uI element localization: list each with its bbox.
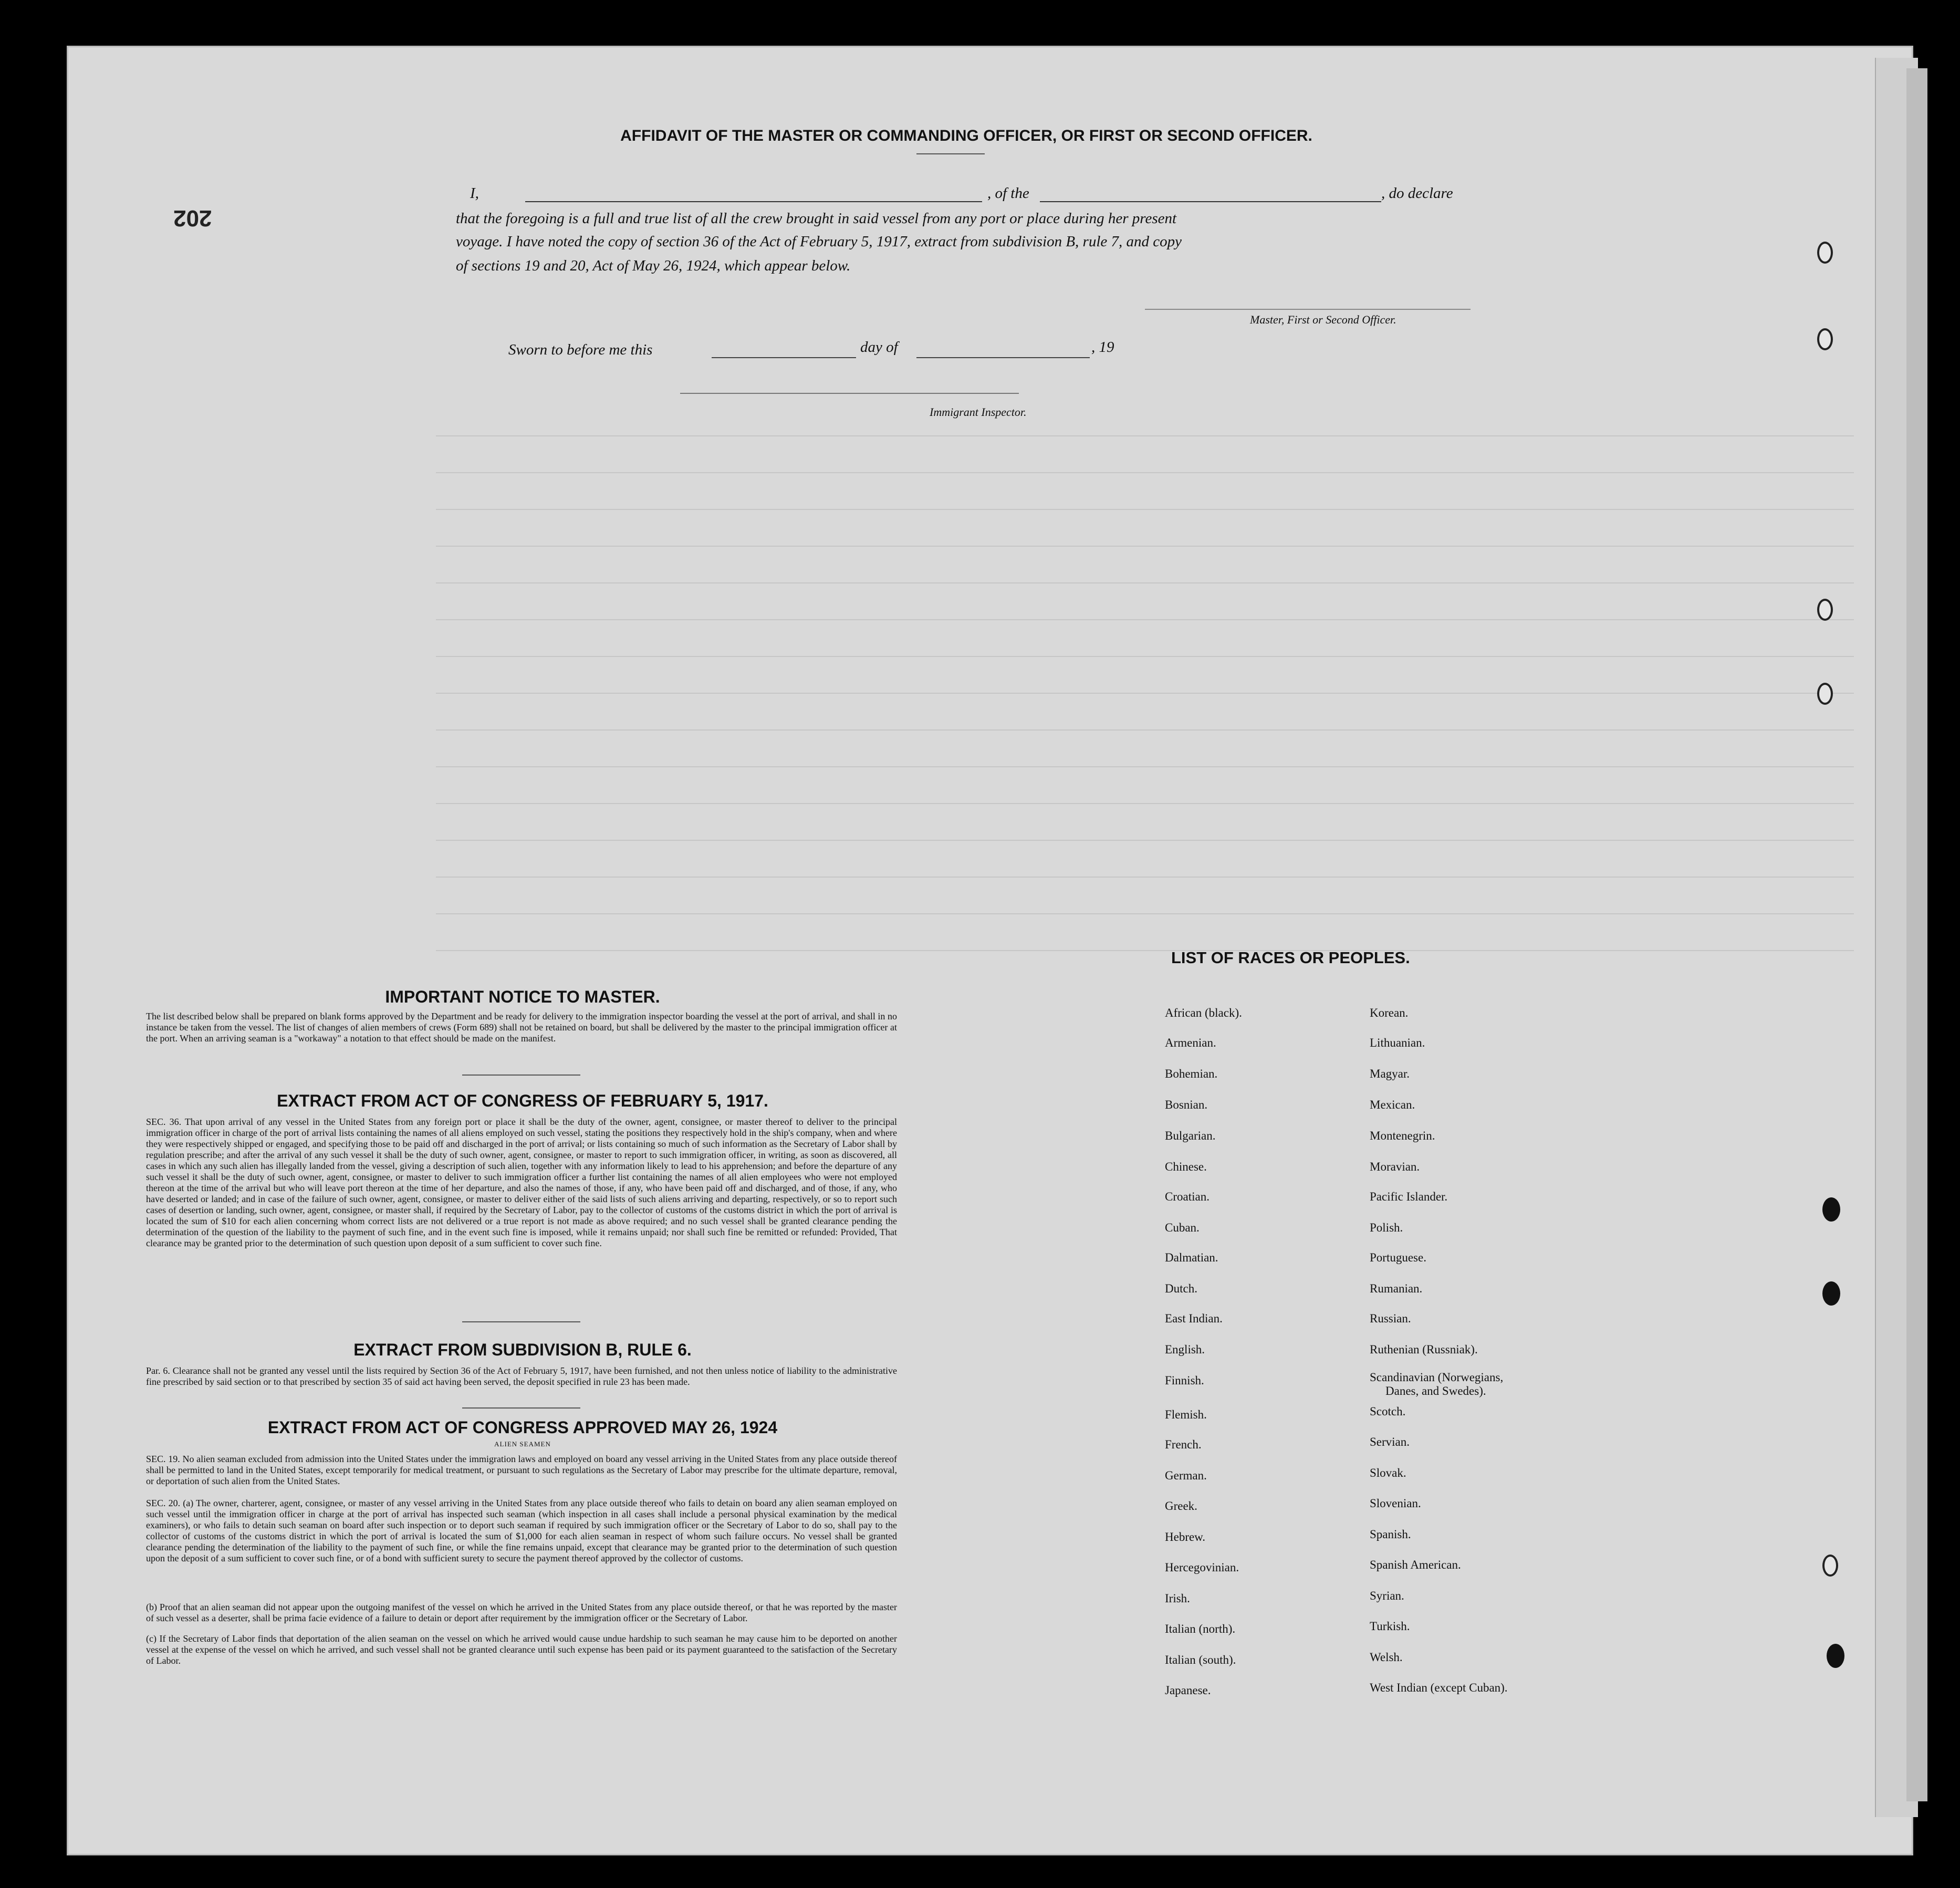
vessel-blank[interactable] [1040,201,1381,202]
name-blank[interactable] [525,201,982,202]
affidavit-title: AFFIDAVIT OF THE MASTER OR COMMANDING OFFICER, OR FIRST OR SECOND OFFICER. [620,127,1312,144]
race-item: Japanese. [1165,1684,1211,1697]
race-item: Hebrew. [1165,1530,1206,1543]
race-item: Scotch. [1370,1405,1406,1418]
race-item: Turkish. [1370,1620,1410,1633]
punch-hole-icon [1817,599,1833,621]
race-item: Ruthenian (Russniak). [1370,1343,1478,1356]
affidavit-line-2: that the foregoing is a full and true list of all the crew brought in said vessel from any port or place during her present [456,210,1177,227]
month-blank[interactable] [916,357,1090,358]
race-item: Italian (south). [1165,1653,1236,1666]
sworn-day-blank[interactable] [712,357,856,358]
inspector-caption: Immigrant Inspector. [930,405,1027,419]
race-item: Irish. [1165,1592,1190,1605]
race-item: Bohemian. [1165,1067,1218,1080]
race-item: East Indian. [1165,1312,1223,1325]
divider [462,1075,580,1076]
punch-hole-icon [1822,1281,1840,1306]
race-item: Bulgarian. [1165,1129,1216,1142]
race-item: Slovenian. [1370,1497,1421,1510]
race-item: Croatian. [1165,1190,1210,1203]
affidavit-declare: , do declare [1381,185,1453,202]
race-item: Mexican. [1370,1098,1415,1111]
race-item: Hercegovinian. [1165,1561,1239,1574]
notice-text: The list described below shall be prepared on blank forms approved by the Department and be ready for delivery to the immigration inspector boarding the vessel at the port of arrival, and shall in no instance be taken from the vessel. The list of changes of alien members of crews (Form 689) shall not be retained on board, but shall be delivered by the master to the principal immigration officer at the port. When an arriving seaman is a "workaway" a notation to that effect should be made on the manifest. [146,1011,897,1044]
inspector-line[interactable] [680,393,1019,394]
punch-hole-icon [1817,683,1833,705]
race-item: Rumanian. [1370,1282,1423,1295]
race-item: Lithuanian. [1370,1036,1425,1049]
race-item: Spanish American. [1370,1558,1461,1571]
race-item: German. [1165,1469,1207,1482]
races-title: LIST OF RACES OR PEOPLES. [1171,948,1410,967]
race-item: Dutch. [1165,1282,1197,1295]
race-item: Montenegrin. [1370,1129,1435,1142]
race-item: Slovak. [1370,1466,1406,1479]
race-item: Armenian. [1165,1036,1216,1049]
divider [462,1321,580,1322]
race-item: Bosnian. [1165,1098,1208,1111]
sec20a-text: SEC. 20. (a) The owner, charterer, agent, consignee, or master of any vessel arriving in the United States from any place outside thereof who fails to detain on board any alien seaman employed on such vessel until the immigration officer in charge at the port of arrival has inspected such seaman (which inspection in all cases shall include a personal physical examination by the medical examiners), or who fails to detain such seaman on board after such inspection or to deport such seaman if required by such immigration officer or the Secretary of Labor to do so, shall pay to the collector of customs of the customs district in which the port of arrival is located the sum of $1,000 for each alien seaman in respect of whom such failure occurs. No vessel shall be granted clearance pending the determination of the liability to the payment of such fine, or while the fine remains unpaid, except that clearance may be granted prior to the determination of such question upon the deposit of a sum sufficient to cover such fine, or of a bond with sufficient surety to secure the payment thereof approved by the collector of customs. [146,1498,897,1563]
race-item: Finnish. [1165,1374,1204,1387]
race-item: Flemish. [1165,1408,1207,1421]
race-item: Scandinavian (Norwegians, [1370,1371,1504,1384]
race-item: Cuban. [1165,1221,1200,1234]
race-item: Greek. [1165,1499,1197,1513]
race-item: Russian. [1370,1312,1411,1325]
divider [916,153,985,154]
race-item: Polish. [1370,1221,1403,1234]
race-item: Dalmatian. [1165,1251,1218,1264]
affidavit-line-3: voyage. I have noted the copy of section 36 of the Act of February 5, 1917, extract from subdivision B, rule 7, and copy [456,233,1182,250]
race-item: Korean. [1370,1006,1409,1019]
signer-caption: Master, First or Second Officer. [1250,313,1396,326]
signature-line[interactable] [1145,309,1471,310]
punch-hole-icon [1822,1555,1838,1577]
race-item: English. [1165,1343,1205,1356]
race-item: Portuguese. [1370,1251,1426,1264]
punch-hole-icon [1817,242,1833,264]
race-item: Syrian. [1370,1589,1404,1602]
punch-hole-icon [1827,1644,1844,1668]
extract-1924-title: EXTRACT FROM ACT OF CONGRESS APPROVED MAY 26, 1924 [267,1418,778,1437]
punch-hole-icon [1817,328,1833,350]
race-item: Chinese. [1165,1160,1207,1173]
page-number: 202 [173,205,212,231]
extract-1917-title: EXTRACT FROM ACT OF CONGRESS OF FEBRUARY 5, 1917. [277,1091,768,1110]
race-item: Servian. [1370,1435,1410,1448]
race-item: Welsh. [1370,1651,1403,1664]
bleed-through-lines [68,47,1912,1854]
punch-hole-icon [1822,1197,1840,1222]
sec20b-text: (b) Proof that an alien seaman did not appear upon the outgoing manifest of the vessel on which he arrived in the United States from any place outside thereof, or that he was reported by the master of such vessel as a deserter, shall be prima facie evidence of a failure to detain or deport after requirement by the immigration officer or the Secretary of Labor. [146,1602,897,1623]
year-label: , 19 [1091,339,1114,356]
extract-rule6-title: EXTRACT FROM SUBDIVISION B, RULE 6. [353,1340,692,1359]
race-item: French. [1165,1438,1202,1451]
race-item: West Indian (except Cuban). [1370,1681,1508,1694]
race-item: African (black). [1165,1006,1242,1019]
extract-rule6-text: Par. 6. Clearance shall not be granted any vessel until the lists required by Section 36 of the Act of February 5, 1917, have been furnished, and not then unless notice of liability to the administrative fine prescribed by said section or to that prescribed by section 35 of said act having been served, the deposit specified in rule 23 has been made. [146,1365,897,1387]
race-item: Pacific Islander. [1370,1190,1448,1203]
divider [462,1407,580,1409]
affidavit-line-4: of sections 19 and 20, Act of May 26, 1924, which appear below. [456,257,851,274]
extract-1917-text: SEC. 36. That upon arrival of any vessel in the United States from any foreign port or place it shall be the duty of the owner, agent, consignee, or master thereof to deliver to the principal immigration officer in charge of the port of arrival lists containing the names of all aliens employed on such vessel, stating the positions they respectively hold in the ship's company, when and where they were respectively shipped or engaged, and specifying those to be paid off and discharged in the port of arrival; or lists containing so much of such information as the Secretary of Labor shall by regulation prescribe; and after the arrival of any such vessel it shall be the duty of such owner, agent, consignee, or master to report to such immigration officer, in writing, as soon as discovered, all cases in which any such alien has illegally landed from the vessel, giving a description of such alien, together with any information likely to lead to his apprehension; and before the departure of any such vessel it shall be the duty of such owner, agent, consignee, or master to deliver to such immigration officer a further list containing the names of all alien employees who were not employed thereon at the time of the arrival but who will leave port thereon at the time of her departure, and also the names of those, if any, who have been paid off and discharged, and of those, if any, who have deserted or landed; and in case of the failure of such owner, agent, consignee, or master to deliver either of the said lists of such aliens arriving and departing, respectively, or so to report such cases of desertion or landing, such owner, agent, consignee, or master shall, if required by the Secretary of Labor, pay to the collector of customs of the customs district in which the port of arrival is located the sum of $10 for each alien concerning whom correct lists are not delivered or a true report is not made as above required; and no such vessel shall be granted clearance pending the determination of the question of the liability to the payment of such fine, and in the event such fine is imposed, while it remains unpaid; nor shall such fine be remitted or refunded: Provided, That clearance may be granted prior to the determination of such question upon deposit of a sum sufficient to cover such fine. [146,1117,897,1248]
affidavit-i: I, [470,185,479,202]
race-item: Magyar. [1370,1067,1410,1080]
sec19-text: SEC. 19. No alien seaman excluded from admission into the United States under the immigration laws and employed on board any vessel arriving in the United States from any place outside thereof shall be permitted to land in the United States, except temporarily for medical treatment, or pursuant to such regulations as the Secretary of Labor may prescribe for the ultimate departure, removal, or deportation of such alien from the United States. [146,1454,897,1486]
race-item: Moravian. [1370,1160,1420,1173]
race-item: Italian (north). [1165,1622,1236,1635]
affidavit-of-the: , of the [987,185,1029,202]
extract-1924-subtitle: ALIEN SEAMEN [494,1440,551,1448]
notice-title: IMPORTANT NOTICE TO MASTER. [385,987,660,1006]
day-of-label: day of [860,339,898,356]
race-item-continued: Danes, and Swedes). [1385,1384,1486,1397]
sworn-label: Sworn to before me this [508,341,653,358]
sec20c-text: (c) If the Secretary of Labor finds that deportation of the alien seaman on the vessel on which he arrived would cause undue hardship to such seaman he may cause him to be deported on another vessel at the expense of the vessel on which he arrived, and such vessel shall not be granted clearance until such expense has been paid or its payment guaranteed to the satisfaction of the Secretary of Labor. [146,1633,897,1666]
race-item: Spanish. [1370,1528,1411,1541]
